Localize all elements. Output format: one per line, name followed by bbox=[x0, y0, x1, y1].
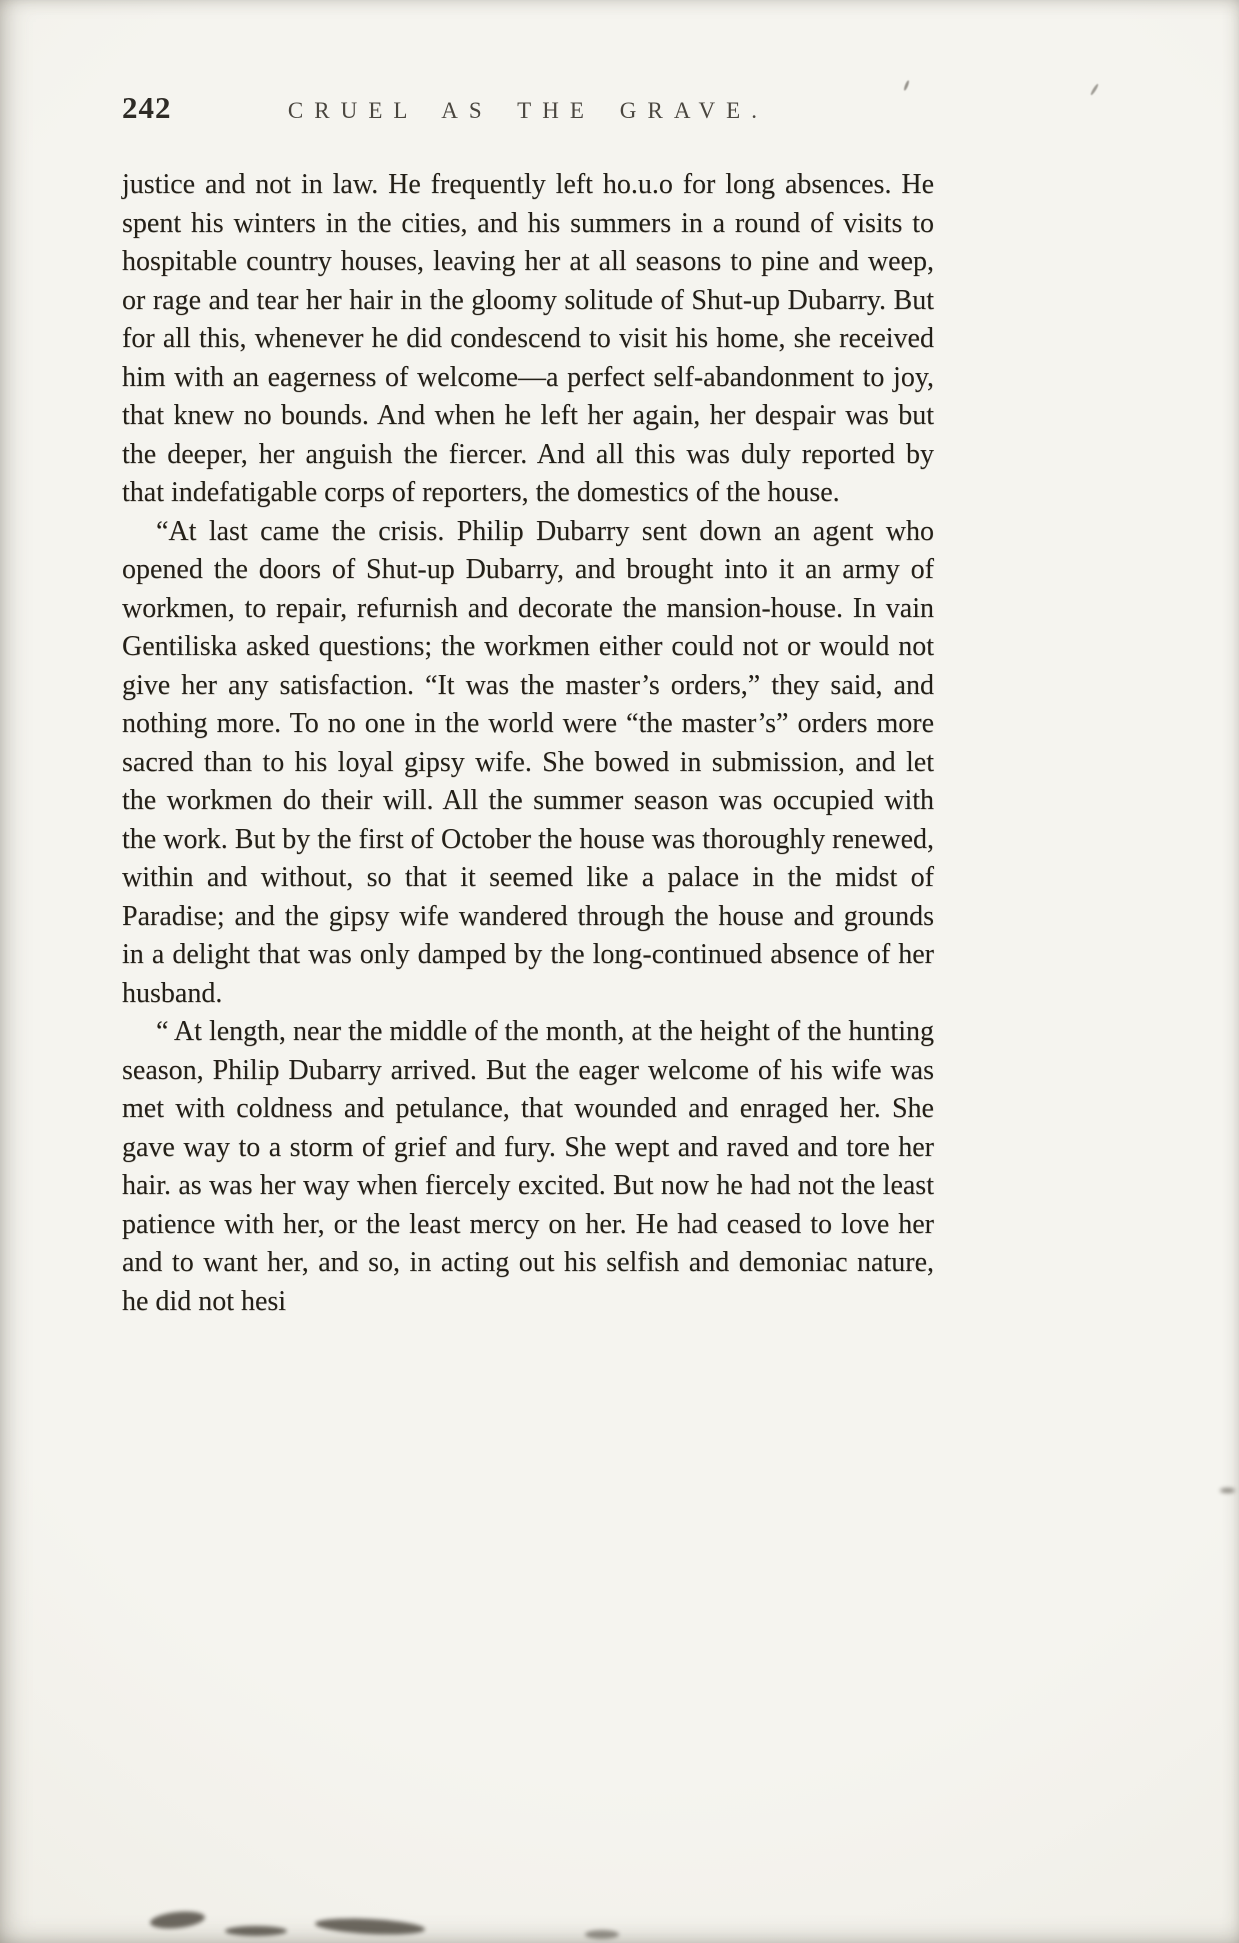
body-text bbox=[122, 166, 934, 1321]
paragraph-continuation: justice and not in law. He frequently left ho.u.o for long absences. He spent his winters in the cities, and his summers in a round of visits to hospitable country houses, leaving her at all seasons to pine and weep, or rage and tear her hair in the gloomy solitude of Shut-up Dubarry. But for all this, whenever he did condescend to visit his home, she received him with an eagerness of welcome—a perfect self-abandonment to joy, that knew no bounds. And when he left her again, her despair was but the deeper, her anguish the fiercer. And all this was duly reported by that indefatigable corps of reporters, the domestics of the house. bbox=[122, 169, 934, 508]
paragraph: “At last came the crisis. Philip Dubarry sent down an agent who opened the doors of Shut-up Dubarry, and brought into it an army of workmen, to repair, refurnish and decorate the mansion-house. In vain Gentiliska asked questions; the workmen either could not or would not give her any satisfaction. “It was the master’s orders,” they said, and nothing more. To no one in the world were “the master’s” orders more sacred than to his loyal gipsy wife. She bowed in submission, and let the workmen do their will. All the summer season was occupied with the work. But by the first of October the house was thoroughly renewed, within and without, so that it seemed like a palace in the midst of Paradise; and the gipsy wife wandered through the house and grounds in a delight that was only damped by the long-continued absence of her husband. bbox=[122, 515, 934, 1009]
scan-smudge bbox=[1220, 1488, 1235, 1493]
scan-smudge bbox=[225, 1926, 287, 1936]
running-title: CRUEL AS THE GRAVE. bbox=[287, 98, 769, 123]
running-header bbox=[122, 90, 934, 126]
paragraph: “ At length, near the middle of the month, at the height of the hunting season, Philip Dubarry arrived. But the eager welcome of his wife was met with coldness and petulance, that wounded and enraged her. She gave way to a storm of grief and fury. She wept and raved and tore her hair. as was her way when fiercely excited. But now he had not the least patience with her, or the least mercy on her. He had ceased to love her and to want her, and so, in acting out his selfish and demoniac nature, he did not hesi bbox=[122, 1016, 934, 1317]
scan-smudge bbox=[1090, 83, 1099, 96]
scan-smudge bbox=[149, 1909, 205, 1931]
scan-smudge bbox=[315, 1916, 426, 1937]
page-number: 242 bbox=[122, 90, 172, 125]
scan-smudge bbox=[585, 1930, 619, 1939]
